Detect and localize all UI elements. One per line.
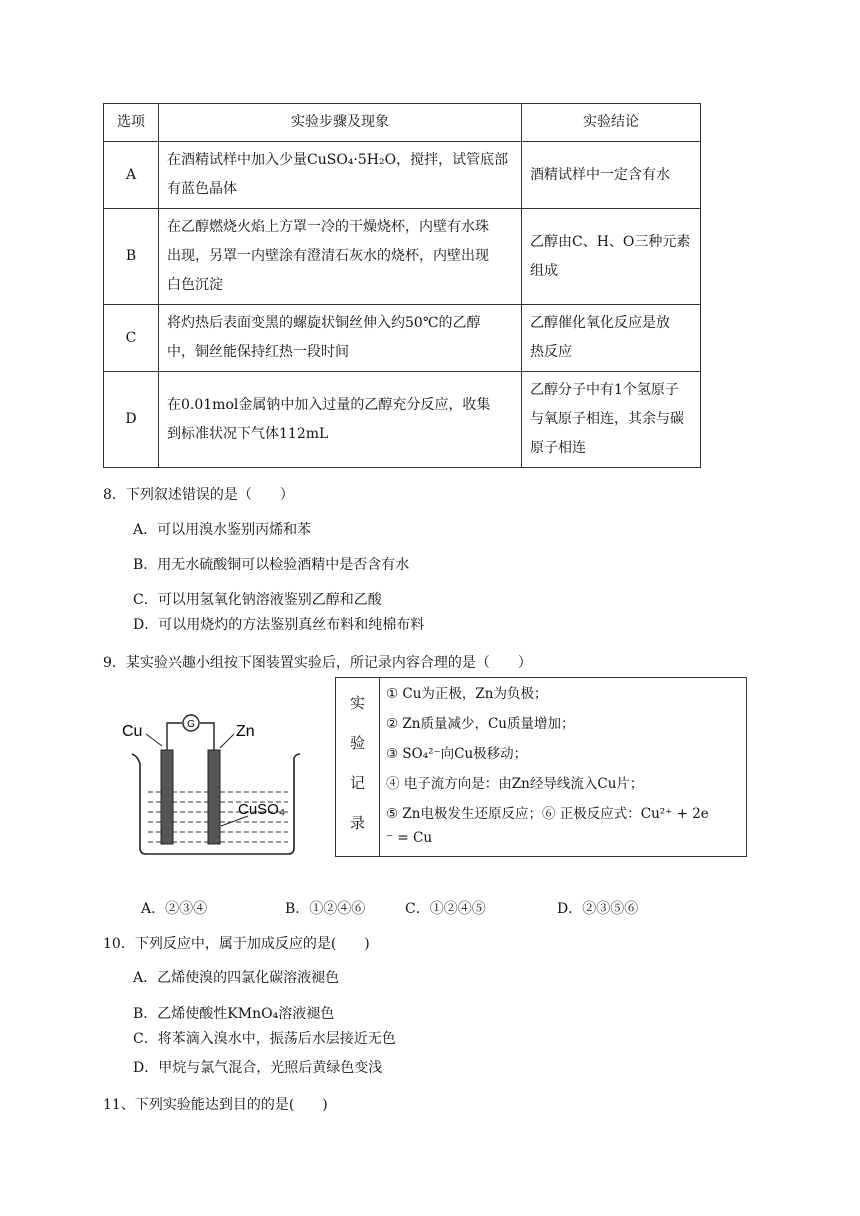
q9-option-c: C．①②④⑤ [405,901,486,917]
zn-electrode [208,750,220,844]
record-label-char: 记 [349,774,365,792]
row-steps [159,305,522,372]
record-item: ② Zn质量减少，Cu质量增加； [386,716,575,732]
row-option: A [104,142,159,209]
step-line: 有蓝色晶体 [167,181,237,197]
record-item: ⁻ = Cu [386,830,433,846]
step-line: 在0.01mol金属钠中加入过量的乙醇充分反应，收集 [167,396,491,413]
conclusion-line: 乙醇催化氧化反应是放 [530,315,670,331]
record-item: ⑤ Zn电极发生还原反应；⑥ 正极反应式：Cu²⁺ + 2e [386,806,709,822]
q8-option-d: D．可以用烧灼的方法鉴别真丝布料和纯棉布料 [133,617,425,633]
table-row [104,305,701,372]
q9-stem: 9．某实验兴趣小组按下图装置实验后，所记录内容合理的是（ ） [103,655,532,671]
row-steps [159,209,522,305]
row-steps [159,372,522,468]
record-label-char: 实 [349,694,365,712]
row-conclusion [522,372,701,468]
solution-label: CuSO₄ [238,801,285,818]
q10-option-a: A．乙烯使溴的四氯化碳溶液褪色 [133,970,340,986]
experiment-record-box [335,677,747,857]
q10-option-d: D．甲烷与氯气混合，光照后黄绿色变浅 [133,1060,383,1076]
step-line: 出现，另罩一内壁涂有澄清石灰水的烧杯，内壁出现 [167,248,489,264]
row-option: B [104,209,159,305]
galvanic-cell-diagram [118,708,318,864]
q11-stem: 11、下列实验能达到目的的是( ) [103,1097,328,1113]
cu-label: Cu [122,723,143,740]
row-conclusion [522,142,701,209]
step-line: 在乙醇燃烧火焰上方罩一冷的干燥烧杯，内壁有水珠 [167,219,489,235]
conclusion-line: 与氧原子相连，其余与碳 [530,411,684,427]
table-row [104,372,701,468]
row-conclusion [522,305,701,372]
q10-option-c: C．将苯滴入溴水中，振荡后水层接近无色 [133,1031,396,1047]
galvanometer-label: G [187,719,195,730]
table-header-row [104,104,701,142]
row-option: C [104,305,159,372]
header-option: 选项 [104,104,159,142]
q8-option-b: B．用无水硫酸铜可以检验酒精中是否含有水 [133,557,410,573]
q9-option-b: B．①②④⑥ [285,901,366,917]
step-line: 到标准状况下气体112mL [167,425,329,442]
row-conclusion [522,209,701,305]
conclusion-line: 乙醇由C、H、O三种元素 [530,233,691,250]
conclusion-line: 组成 [530,262,558,279]
row-steps [159,142,522,209]
record-label-char: 验 [349,734,365,752]
conclusion-line: 热反应 [530,344,572,360]
table-row [104,142,701,209]
q8-option-c: C．可以用氢氧化钠溶液鉴别乙醇和乙酸 [133,592,382,608]
header-conclusion: 实验结论 [522,104,701,142]
cu-electrode [161,750,173,844]
record-item: ① Cu为正极，Zn为负极； [386,686,548,702]
header-steps: 实验步骤及现象 [159,104,522,142]
step-line: 在酒精试样中加入少量CuSO₄·5H₂O，搅拌，试管底部 [167,152,509,168]
q8-option-a: A．可以用溴水鉴别丙烯和苯 [133,522,312,538]
record-label [336,678,380,856]
conclusion-line: 酒精试样中一定含有水 [530,166,670,183]
record-item: ④ 电子流方向是：由Zn经导线流入Cu片； [386,776,644,792]
record-label-char: 录 [349,814,365,832]
record-item: ③ SO₄²⁻向Cu极移动； [386,746,528,762]
row-option: D [104,372,159,468]
q8-stem: 8．下列叙述错误的是（ ） [103,487,294,503]
table-row [104,209,701,305]
q9-option-d: D．②③⑤⑥ [557,901,639,917]
step-line: 白色沉淀 [167,277,223,293]
q9-option-a: A．②③④ [141,901,208,917]
experiment-table [103,103,701,468]
step-line: 中，铜丝能保持红热一段时间 [167,344,349,360]
step-line: 将灼热后表面变黑的螺旋状铜丝伸入约50℃的乙醇 [167,315,481,331]
q10-stem: 10．下列反应中，属于加成反应的是( ) [103,936,370,952]
conclusion-line: 原子相连 [530,440,586,456]
conclusion-line: 乙醇分子中有1个氢原子 [530,382,679,398]
q10-option-b: B．乙烯使酸性KMnO₄溶液褪色 [133,1006,335,1022]
zn-label: Zn [236,723,255,740]
